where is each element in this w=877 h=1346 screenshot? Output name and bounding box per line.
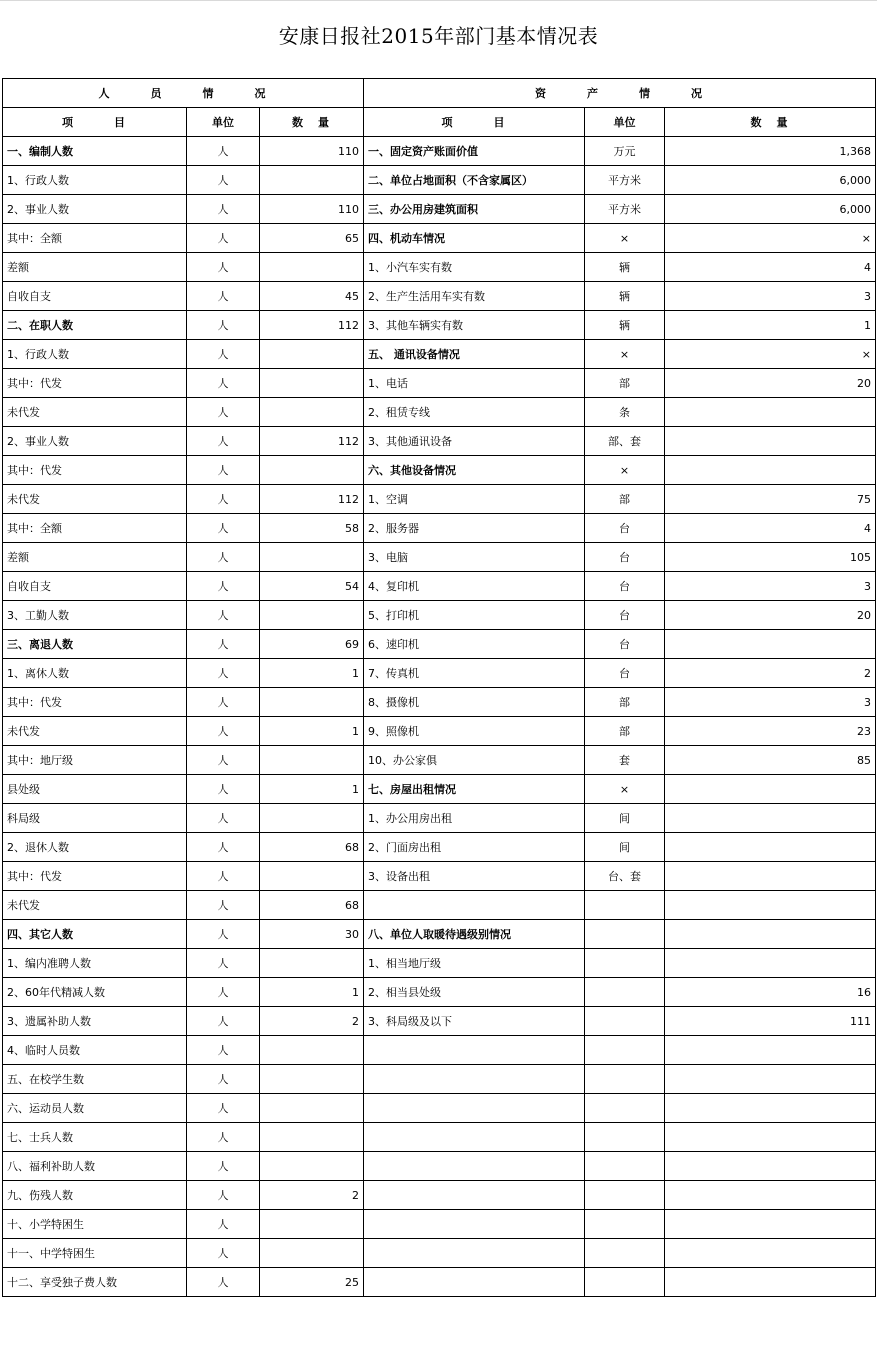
personnel-item-cell: 六、运动员人数 — [3, 1094, 187, 1123]
table-row — [3, 978, 876, 1007]
personnel-qty-cell — [260, 253, 364, 282]
assets-item-cell: 1、办公用房出租 — [364, 804, 585, 833]
personnel-qty-cell: 58 — [260, 514, 364, 543]
personnel-item-cell: 科局级 — [3, 804, 187, 833]
personnel-item-cell: 其中：代发 — [3, 688, 187, 717]
assets-unit-cell: 台 — [585, 659, 665, 688]
assets-unit-cell: 部、套 — [585, 427, 665, 456]
assets-unit-cell — [585, 1239, 665, 1268]
personnel-unit-cell: 人 — [187, 1181, 260, 1210]
personnel-qty-cell: 2 — [260, 1007, 364, 1036]
assets-item-cell: 1、电话 — [364, 369, 585, 398]
personnel-item-cell: 五、在校学生数 — [3, 1065, 187, 1094]
table-row — [3, 659, 876, 688]
personnel-qty-cell — [260, 1094, 364, 1123]
personnel-unit-cell: 人 — [187, 862, 260, 891]
assets-qty-cell — [665, 804, 876, 833]
assets-qty-cell — [665, 1123, 876, 1152]
personnel-unit-cell: 人 — [187, 166, 260, 195]
personnel-unit-cell: 人 — [187, 804, 260, 833]
personnel-item-cell: 2、退休人数 — [3, 833, 187, 862]
assets-qty-cell: 75 — [665, 485, 876, 514]
table-row — [3, 282, 876, 311]
personnel-unit-cell: 人 — [187, 485, 260, 514]
personnel-item-cell: 县处级 — [3, 775, 187, 804]
assets-item-cell: 3、电脑 — [364, 543, 585, 572]
personnel-item-cell: 1、编内准聘人数 — [3, 949, 187, 978]
assets-qty-cell: 3 — [665, 282, 876, 311]
column-header-row — [3, 108, 876, 137]
assets-qty-cell — [665, 456, 876, 485]
personnel-qty-cell — [260, 862, 364, 891]
assets-qty-cell: 20 — [665, 601, 876, 630]
table-row — [3, 601, 876, 630]
assets-unit-cell — [585, 1268, 665, 1297]
personnel-qty-cell — [260, 1123, 364, 1152]
personnel-qty-cell: 1 — [260, 659, 364, 688]
personnel-item-cell: 十一、中学特困生 — [3, 1239, 187, 1268]
personnel-item-cell: 自收自支 — [3, 282, 187, 311]
assets-unit-cell: 台 — [585, 572, 665, 601]
personnel-qty-cell — [260, 949, 364, 978]
table-row — [3, 166, 876, 195]
personnel-qty-cell — [260, 1065, 364, 1094]
table-row — [3, 398, 876, 427]
personnel-qty-cell — [260, 746, 364, 775]
assets-qty-cell — [665, 1036, 876, 1065]
personnel-unit-cell: 人 — [187, 340, 260, 369]
table-row — [3, 427, 876, 456]
personnel-item-cell: 其中：代发 — [3, 456, 187, 485]
table-row — [3, 1007, 876, 1036]
assets-unit-cell — [585, 1123, 665, 1152]
personnel-item-cell: 2、事业人数 — [3, 195, 187, 224]
personnel-item-cell: 自收自支 — [3, 572, 187, 601]
assets-item-header: 项 目 — [364, 108, 585, 137]
personnel-unit-cell: 人 — [187, 1094, 260, 1123]
table-row — [3, 833, 876, 862]
personnel-section-header: 人 员 情 况 — [3, 79, 364, 108]
personnel-qty-cell: 65 — [260, 224, 364, 253]
personnel-qty-cell — [260, 398, 364, 427]
assets-unit-cell: 台 — [585, 601, 665, 630]
personnel-unit-cell: 人 — [187, 282, 260, 311]
personnel-unit-cell: 人 — [187, 978, 260, 1007]
personnel-item-cell: 十、小学特困生 — [3, 1210, 187, 1239]
assets-item-cell — [364, 1239, 585, 1268]
assets-qty-cell — [665, 1152, 876, 1181]
personnel-item-cell: 1、行政人数 — [3, 166, 187, 195]
table-row — [3, 1065, 876, 1094]
assets-qty-cell: 3 — [665, 688, 876, 717]
personnel-item-cell: 未代发 — [3, 891, 187, 920]
assets-unit-cell — [585, 891, 665, 920]
assets-unit-cell: × — [585, 775, 665, 804]
personnel-qty-cell: 1 — [260, 717, 364, 746]
personnel-item-cell: 其中：全额 — [3, 514, 187, 543]
table-row — [3, 1239, 876, 1268]
assets-unit-cell: 间 — [585, 833, 665, 862]
table-row — [3, 195, 876, 224]
assets-item-cell: 三、办公用房建筑面积 — [364, 195, 585, 224]
assets-unit-cell: 部 — [585, 369, 665, 398]
personnel-item-cell: 七、士兵人数 — [3, 1123, 187, 1152]
personnel-qty-cell: 68 — [260, 833, 364, 862]
assets-item-cell — [364, 1152, 585, 1181]
table-row — [3, 1152, 876, 1181]
personnel-item-cell: 八、福利补助人数 — [3, 1152, 187, 1181]
assets-qty-cell: 4 — [665, 253, 876, 282]
personnel-qty-header: 数 量 — [260, 108, 364, 137]
table-row — [3, 543, 876, 572]
assets-unit-cell: 平方米 — [585, 166, 665, 195]
personnel-qty-cell — [260, 688, 364, 717]
assets-qty-cell — [665, 1239, 876, 1268]
table-row — [3, 1210, 876, 1239]
info-table — [2, 78, 876, 1297]
assets-unit-header: 单位 — [585, 108, 665, 137]
personnel-unit-cell: 人 — [187, 427, 260, 456]
assets-unit-cell: 套 — [585, 746, 665, 775]
personnel-unit-cell: 人 — [187, 1123, 260, 1152]
personnel-unit-cell: 人 — [187, 514, 260, 543]
assets-item-cell: 3、其他通讯设备 — [364, 427, 585, 456]
table-row — [3, 862, 876, 891]
personnel-unit-cell: 人 — [187, 137, 260, 166]
assets-unit-cell — [585, 1007, 665, 1036]
assets-qty-cell — [665, 1065, 876, 1094]
personnel-unit-cell: 人 — [187, 630, 260, 659]
personnel-unit-cell: 人 — [187, 224, 260, 253]
assets-section-header: 资 产 情 况 — [364, 79, 876, 108]
table-row — [3, 1123, 876, 1152]
assets-qty-cell: 16 — [665, 978, 876, 1007]
assets-qty-cell: 6,000 — [665, 166, 876, 195]
personnel-unit-cell: 人 — [187, 1007, 260, 1036]
personnel-qty-cell — [260, 1239, 364, 1268]
assets-qty-cell: 1 — [665, 311, 876, 340]
assets-qty-cell: 105 — [665, 543, 876, 572]
assets-item-cell — [364, 1268, 585, 1297]
assets-qty-cell — [665, 949, 876, 978]
personnel-qty-cell: 112 — [260, 485, 364, 514]
personnel-item-cell: 其中：代发 — [3, 862, 187, 891]
personnel-unit-cell: 人 — [187, 746, 260, 775]
personnel-item-cell: 二、在职人数 — [3, 311, 187, 340]
table-row — [3, 804, 876, 833]
assets-unit-cell: 部 — [585, 485, 665, 514]
assets-item-cell: 二、单位占地面积（不含家属区） — [364, 166, 585, 195]
personnel-unit-cell: 人 — [187, 717, 260, 746]
personnel-qty-cell: 2 — [260, 1181, 364, 1210]
assets-unit-cell: × — [585, 340, 665, 369]
personnel-qty-cell: 112 — [260, 311, 364, 340]
assets-qty-cell — [665, 833, 876, 862]
table-row — [3, 253, 876, 282]
table-row — [3, 456, 876, 485]
personnel-item-cell: 2、事业人数 — [3, 427, 187, 456]
assets-unit-cell — [585, 1181, 665, 1210]
personnel-qty-cell: 1 — [260, 775, 364, 804]
assets-unit-cell: 条 — [585, 398, 665, 427]
personnel-item-cell: 3、遗属补助人数 — [3, 1007, 187, 1036]
personnel-item-cell: 九、伤残人数 — [3, 1181, 187, 1210]
assets-item-cell: 四、机动车情况 — [364, 224, 585, 253]
personnel-unit-cell: 人 — [187, 398, 260, 427]
table-row — [3, 485, 876, 514]
assets-unit-cell: 万元 — [585, 137, 665, 166]
table-row — [3, 746, 876, 775]
personnel-qty-cell — [260, 1152, 364, 1181]
assets-unit-cell: 间 — [585, 804, 665, 833]
assets-qty-cell — [665, 427, 876, 456]
assets-unit-cell: 部 — [585, 688, 665, 717]
personnel-item-cell: 其中：地厅级 — [3, 746, 187, 775]
assets-unit-cell — [585, 1094, 665, 1123]
section-header-row — [3, 79, 876, 108]
assets-item-cell: 一、固定资产账面价值 — [364, 137, 585, 166]
assets-unit-cell: 平方米 — [585, 195, 665, 224]
assets-qty-cell — [665, 1181, 876, 1210]
assets-item-cell: 1、小汽车实有数 — [364, 253, 585, 282]
personnel-unit-cell: 人 — [187, 1152, 260, 1181]
personnel-qty-cell — [260, 456, 364, 485]
table-row — [3, 688, 876, 717]
personnel-qty-cell — [260, 340, 364, 369]
assets-qty-cell: × — [665, 224, 876, 253]
table-row — [3, 1268, 876, 1297]
assets-item-cell — [364, 1036, 585, 1065]
assets-qty-cell: 1,368 — [665, 137, 876, 166]
personnel-unit-cell: 人 — [187, 949, 260, 978]
assets-unit-cell: × — [585, 456, 665, 485]
personnel-item-cell: 十二、享受独子费人数 — [3, 1268, 187, 1297]
personnel-item-cell: 差额 — [3, 253, 187, 282]
assets-qty-cell — [665, 920, 876, 949]
assets-qty-cell — [665, 862, 876, 891]
table-row — [3, 920, 876, 949]
assets-unit-cell — [585, 949, 665, 978]
assets-item-cell: 5、打印机 — [364, 601, 585, 630]
assets-unit-cell: 台 — [585, 630, 665, 659]
personnel-item-cell: 其中：代发 — [3, 369, 187, 398]
table-row — [3, 717, 876, 746]
personnel-item-cell: 差额 — [3, 543, 187, 572]
personnel-item-cell: 3、工勤人数 — [3, 601, 187, 630]
assets-item-cell: 1、空调 — [364, 485, 585, 514]
table-row — [3, 775, 876, 804]
personnel-unit-cell: 人 — [187, 891, 260, 920]
assets-qty-cell: 6,000 — [665, 195, 876, 224]
assets-qty-cell: 23 — [665, 717, 876, 746]
assets-unit-cell — [585, 1210, 665, 1239]
personnel-unit-cell: 人 — [187, 1036, 260, 1065]
table-body — [3, 137, 876, 1297]
table-row — [3, 949, 876, 978]
assets-item-cell: 3、其他车辆实有数 — [364, 311, 585, 340]
assets-item-cell: 六、其他设备情况 — [364, 456, 585, 485]
personnel-qty-cell — [260, 543, 364, 572]
personnel-qty-cell: 25 — [260, 1268, 364, 1297]
assets-item-cell: 4、复印机 — [364, 572, 585, 601]
assets-item-cell: 2、生产生活用车实有数 — [364, 282, 585, 311]
personnel-qty-cell: 30 — [260, 920, 364, 949]
assets-item-cell: 五、 通讯设备情况 — [364, 340, 585, 369]
personnel-qty-cell: 110 — [260, 195, 364, 224]
assets-item-cell — [364, 1123, 585, 1152]
assets-item-cell — [364, 1181, 585, 1210]
assets-qty-cell: 111 — [665, 1007, 876, 1036]
assets-qty-cell — [665, 1210, 876, 1239]
assets-unit-cell — [585, 1036, 665, 1065]
assets-item-cell: 2、相当县处级 — [364, 978, 585, 1007]
personnel-item-cell: 1、离休人数 — [3, 659, 187, 688]
personnel-qty-cell: 112 — [260, 427, 364, 456]
personnel-qty-cell — [260, 601, 364, 630]
assets-unit-cell: 台 — [585, 543, 665, 572]
assets-unit-cell — [585, 920, 665, 949]
assets-qty-cell: 85 — [665, 746, 876, 775]
personnel-unit-cell: 人 — [187, 688, 260, 717]
personnel-item-cell: 其中：全额 — [3, 224, 187, 253]
personnel-item-cell: 1、行政人数 — [3, 340, 187, 369]
assets-item-cell: 8、摄像机 — [364, 688, 585, 717]
personnel-qty-cell — [260, 804, 364, 833]
personnel-unit-cell: 人 — [187, 1239, 260, 1268]
assets-item-cell: 9、照像机 — [364, 717, 585, 746]
table-row — [3, 514, 876, 543]
personnel-unit-cell: 人 — [187, 572, 260, 601]
assets-item-cell: 7、传真机 — [364, 659, 585, 688]
personnel-unit-header: 单位 — [187, 108, 260, 137]
personnel-qty-cell — [260, 1210, 364, 1239]
personnel-qty-cell: 110 — [260, 137, 364, 166]
assets-item-cell: 2、门面房出租 — [364, 833, 585, 862]
personnel-unit-cell: 人 — [187, 253, 260, 282]
personnel-unit-cell: 人 — [187, 1268, 260, 1297]
assets-qty-cell — [665, 891, 876, 920]
assets-unit-cell: 辆 — [585, 282, 665, 311]
table-row — [3, 137, 876, 166]
assets-unit-cell: × — [585, 224, 665, 253]
assets-item-cell — [364, 891, 585, 920]
page-title: 安康日报社2015年部门基本情况表 — [278, 24, 599, 48]
assets-qty-cell: 4 — [665, 514, 876, 543]
assets-qty-cell — [665, 630, 876, 659]
personnel-qty-cell: 54 — [260, 572, 364, 601]
assets-qty-cell: 20 — [665, 369, 876, 398]
personnel-unit-cell: 人 — [187, 1065, 260, 1094]
assets-item-cell: 八、单位人取暖待遇级别情况 — [364, 920, 585, 949]
assets-item-cell: 2、租赁专线 — [364, 398, 585, 427]
assets-item-cell: 2、服务器 — [364, 514, 585, 543]
assets-item-cell: 3、科局级及以下 — [364, 1007, 585, 1036]
assets-qty-cell — [665, 1094, 876, 1123]
assets-unit-cell: 台 — [585, 514, 665, 543]
assets-unit-cell — [585, 978, 665, 1007]
assets-qty-cell — [665, 775, 876, 804]
assets-item-cell: 1、相当地厅级 — [364, 949, 585, 978]
table-row — [3, 572, 876, 601]
assets-unit-cell — [585, 1152, 665, 1181]
assets-unit-cell: 辆 — [585, 253, 665, 282]
personnel-item-cell: 一、编制人数 — [3, 137, 187, 166]
personnel-qty-cell: 69 — [260, 630, 364, 659]
assets-qty-cell — [665, 1268, 876, 1297]
table-row — [3, 1094, 876, 1123]
personnel-qty-cell — [260, 166, 364, 195]
assets-item-cell: 3、设备出租 — [364, 862, 585, 891]
personnel-item-cell: 4、临时人员数 — [3, 1036, 187, 1065]
personnel-qty-cell: 1 — [260, 978, 364, 1007]
assets-qty-cell: 2 — [665, 659, 876, 688]
table-row — [3, 340, 876, 369]
personnel-unit-cell: 人 — [187, 456, 260, 485]
assets-qty-cell: × — [665, 340, 876, 369]
personnel-unit-cell: 人 — [187, 833, 260, 862]
assets-item-cell: 七、房屋出租情况 — [364, 775, 585, 804]
assets-item-cell — [364, 1065, 585, 1094]
personnel-qty-cell — [260, 369, 364, 398]
table-row — [3, 311, 876, 340]
table-row — [3, 369, 876, 398]
assets-item-cell — [364, 1094, 585, 1123]
personnel-item-cell: 未代发 — [3, 398, 187, 427]
personnel-qty-cell: 45 — [260, 282, 364, 311]
personnel-unit-cell: 人 — [187, 195, 260, 224]
table-row — [3, 891, 876, 920]
assets-item-cell — [364, 1210, 585, 1239]
personnel-unit-cell: 人 — [187, 1210, 260, 1239]
personnel-unit-cell: 人 — [187, 920, 260, 949]
personnel-item-cell: 未代发 — [3, 717, 187, 746]
personnel-qty-cell: 68 — [260, 891, 364, 920]
table-row — [3, 630, 876, 659]
personnel-unit-cell: 人 — [187, 775, 260, 804]
assets-qty-cell: 3 — [665, 572, 876, 601]
table-row — [3, 1036, 876, 1065]
personnel-qty-cell — [260, 1036, 364, 1065]
table-row — [3, 1181, 876, 1210]
personnel-unit-cell: 人 — [187, 311, 260, 340]
assets-unit-cell: 台、套 — [585, 862, 665, 891]
assets-unit-cell: 部 — [585, 717, 665, 746]
personnel-item-cell: 2、60年代精减人数 — [3, 978, 187, 1007]
personnel-item-cell: 三、离退人数 — [3, 630, 187, 659]
assets-qty-cell — [665, 398, 876, 427]
personnel-unit-cell: 人 — [187, 601, 260, 630]
personnel-unit-cell: 人 — [187, 543, 260, 572]
personnel-item-cell: 四、其它人数 — [3, 920, 187, 949]
assets-item-cell: 6、速印机 — [364, 630, 585, 659]
personnel-item-header: 项 目 — [3, 108, 187, 137]
assets-unit-cell: 辆 — [585, 311, 665, 340]
assets-qty-header: 数 量 — [665, 108, 876, 137]
personnel-item-cell: 未代发 — [3, 485, 187, 514]
personnel-unit-cell: 人 — [187, 659, 260, 688]
assets-unit-cell — [585, 1065, 665, 1094]
table-row — [3, 224, 876, 253]
assets-item-cell: 10、办公家俱 — [364, 746, 585, 775]
personnel-unit-cell: 人 — [187, 369, 260, 398]
